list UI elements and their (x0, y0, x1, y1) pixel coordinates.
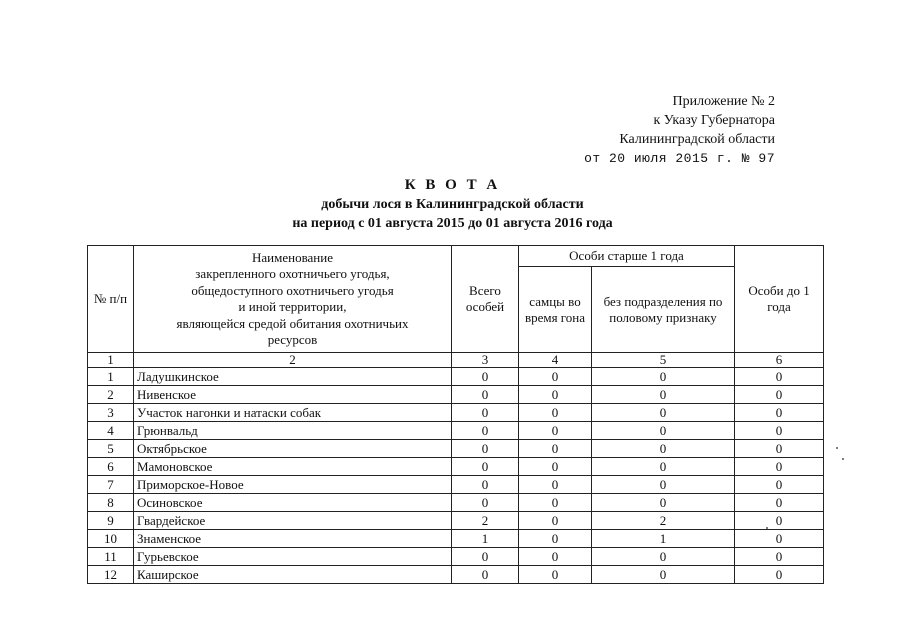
cell-num: 8 (88, 494, 134, 512)
cell-males: 0 (519, 440, 592, 458)
cell-name: Грюнвальд (134, 422, 452, 440)
cell-total: 0 (452, 476, 519, 494)
table-row (88, 494, 824, 512)
cell-no-sex: 0 (592, 548, 735, 566)
table-row (88, 548, 824, 566)
cell-name: Гурьевское (134, 548, 452, 566)
scan-speck (836, 447, 838, 449)
title-main: К В О Т А (404, 177, 501, 193)
column-number: 6 (735, 353, 824, 368)
cell-no-sex: 0 (592, 386, 735, 404)
cell-num: 12 (88, 566, 134, 584)
cell-males: 0 (519, 368, 592, 386)
cell-name: Знаменское (134, 530, 452, 548)
column-number: 2 (134, 353, 452, 368)
header-older-group: Особи старше 1 года (519, 246, 735, 267)
cell-name: Октябрьское (134, 440, 452, 458)
document-title (0, 176, 905, 233)
column-number-row (88, 353, 824, 368)
cell-num: 10 (88, 530, 134, 548)
cell-total: 2 (452, 512, 519, 530)
table-row (88, 404, 824, 422)
cell-name: Ладушкинское (134, 368, 452, 386)
cell-under-one: 0 (735, 548, 824, 566)
header-name-line: Наименование (252, 249, 333, 265)
cell-no-sex: 0 (592, 494, 735, 512)
annex-line-2: к Указу Губернатора (653, 113, 775, 128)
cell-males: 0 (519, 404, 592, 422)
header-name-line: ресурсов (267, 332, 318, 347)
cell-under-one: 0 (735, 404, 824, 422)
cell-name: Гвардейское (134, 512, 452, 530)
cell-total: 0 (452, 440, 519, 458)
cell-total: 0 (452, 548, 519, 566)
column-number: 1 (88, 353, 134, 368)
cell-under-one: 0 (735, 530, 824, 548)
cell-name: Мамоновское (134, 458, 452, 476)
table-body (88, 368, 824, 584)
cell-num: 9 (88, 512, 134, 530)
scan-speck (766, 527, 768, 529)
header-males: самцы во время гона (519, 267, 592, 353)
column-number: 3 (452, 353, 519, 368)
cell-no-sex: 0 (592, 422, 735, 440)
title-subtitle-1: добычи лося в Калининградской области (321, 197, 584, 212)
cell-num: 2 (88, 386, 134, 404)
cell-males: 0 (519, 458, 592, 476)
column-number: 5 (592, 353, 735, 368)
cell-total: 0 (452, 386, 519, 404)
cell-total: 0 (452, 494, 519, 512)
table-row (88, 368, 824, 386)
table-row (88, 476, 824, 494)
cell-no-sex: 0 (592, 458, 735, 476)
column-number: 4 (519, 353, 592, 368)
cell-under-one: 0 (735, 368, 824, 386)
cell-under-one: 0 (735, 476, 824, 494)
cell-total: 1 (452, 530, 519, 548)
quota-table (87, 245, 824, 584)
cell-num: 5 (88, 440, 134, 458)
cell-no-sex: 0 (592, 368, 735, 386)
cell-num: 11 (88, 548, 134, 566)
cell-under-one: 0 (735, 422, 824, 440)
cell-males: 0 (519, 566, 592, 584)
header-num: № п/п (88, 246, 134, 353)
cell-num: 1 (88, 368, 134, 386)
annex-date-line: от 20 июля 2015 г. № 97 (584, 151, 775, 166)
table-row (88, 530, 824, 548)
header-name-line: являющейся средой обитания охотничьих (176, 315, 409, 331)
cell-males: 0 (519, 530, 592, 548)
cell-num: 3 (88, 404, 134, 422)
table-row (88, 386, 824, 404)
table-row (88, 440, 824, 458)
annex-line-1: Приложение № 2 (672, 94, 775, 109)
cell-under-one: 0 (735, 566, 824, 584)
cell-under-one: 0 (735, 512, 824, 530)
cell-total: 0 (452, 566, 519, 584)
cell-num: 6 (88, 458, 134, 476)
cell-males: 0 (519, 386, 592, 404)
cell-no-sex: 0 (592, 440, 735, 458)
header-no-sex: без подразделения по половому признаку (592, 267, 735, 353)
header-total: Всего особей (452, 246, 519, 353)
annex-line-3: Калининградской области (619, 132, 775, 147)
cell-under-one: 0 (735, 386, 824, 404)
cell-under-one: 0 (735, 458, 824, 476)
cell-total: 0 (452, 368, 519, 386)
cell-name: Нивенское (134, 386, 452, 404)
cell-num: 4 (88, 422, 134, 440)
cell-no-sex: 1 (592, 530, 735, 548)
scan-speck (842, 458, 844, 460)
header-under-one: Особи до 1 года (735, 246, 824, 353)
table-row (88, 422, 824, 440)
cell-males: 0 (519, 476, 592, 494)
cell-males: 0 (519, 494, 592, 512)
cell-name: Приморское-Новое (134, 476, 452, 494)
cell-total: 0 (452, 404, 519, 422)
cell-under-one: 0 (735, 440, 824, 458)
annex-block (584, 92, 775, 168)
table-row (88, 566, 824, 584)
table-row (88, 458, 824, 476)
cell-under-one: 0 (735, 494, 824, 512)
cell-no-sex: 0 (592, 404, 735, 422)
cell-total: 0 (452, 458, 519, 476)
table-row (88, 512, 824, 530)
cell-total: 0 (452, 422, 519, 440)
title-subtitle-2: на период с 01 августа 2015 до 01 августа 2016 года (292, 216, 613, 231)
cell-males: 0 (519, 422, 592, 440)
cell-name: Осиновское (134, 494, 452, 512)
header-name-line: и иной территории, (238, 299, 347, 314)
cell-name: Каширское (134, 566, 452, 584)
header-name (134, 246, 452, 353)
cell-name: Участок нагонки и натаски собак (134, 404, 452, 422)
cell-no-sex: 0 (592, 476, 735, 494)
cell-no-sex: 0 (592, 566, 735, 584)
cell-no-sex: 2 (592, 512, 735, 530)
cell-males: 0 (519, 512, 592, 530)
cell-num: 7 (88, 476, 134, 494)
header-name-line: закрепленного охотничьего угодья, (195, 266, 390, 281)
header-name-line: общедоступного охотничьего угодья (191, 282, 394, 298)
cell-males: 0 (519, 548, 592, 566)
